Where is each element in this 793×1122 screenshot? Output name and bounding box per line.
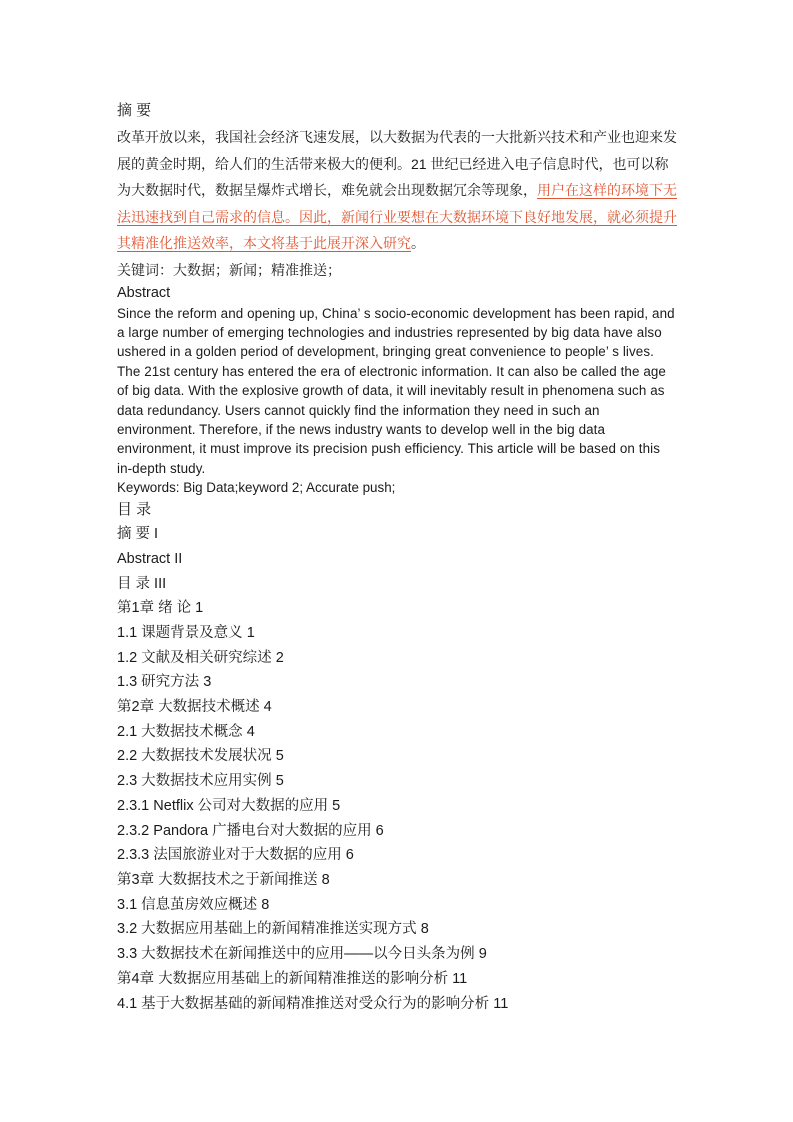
toc-entry: 2.3.3 法国旅游业对于大数据的应用 6 xyxy=(117,847,354,864)
keywords-en-line: Keywords: Big Data;keyword 2; Accurate push; xyxy=(117,480,396,496)
toc-entry: 2.3.2 Pandora 广播电台对大数据的应用 6 xyxy=(117,822,384,839)
keywords-zh-line: 关键词：大数据；新闻；精准推送； xyxy=(117,261,341,278)
toc-entry: 1.3 研究方法 3 xyxy=(117,674,212,691)
toc-entry: 2.2 大数据技术发展状况 5 xyxy=(117,748,284,765)
page-content xyxy=(117,97,678,1016)
abstract-zh-paragraph xyxy=(117,124,678,257)
abstract-en-heading: Abstract xyxy=(117,284,171,301)
toc-entry: 3.1 信息茧房效应概述 8 xyxy=(117,896,270,913)
toc-entry: 1.2 文献及相关研究综述 2 xyxy=(117,649,284,666)
toc-entry: 摘 要 I xyxy=(117,526,159,543)
toc-entry: 2.1 大数据技术概念 4 xyxy=(117,723,255,740)
toc-entry: 1.1 课题背景及意义 1 xyxy=(117,624,255,641)
toc-entry: 第1章 绪 论 1 xyxy=(117,600,204,617)
toc-list xyxy=(117,522,678,1016)
toc-entry: 第2章 大数据技术概述 4 xyxy=(117,699,272,716)
toc-entry: 第3章 大数据技术之于新闻推送 8 xyxy=(117,872,330,888)
toc-entry: 目 录 III xyxy=(117,575,167,592)
revision-red-text: 用户在这样的环境下无法迅速找到自己需求的信息。因此，新闻行业要想在大数据环境下良好地发展，就必须提升其精准化推送效率，本文将基于此展开深入研究 xyxy=(117,182,677,251)
toc-entry: 3.2 大数据应用基础上的新闻精准推送实现方式 8 xyxy=(117,921,429,938)
toc-entry: 2.3 大数据技术应用实例 5 xyxy=(117,773,284,790)
zh-text-segment: 。 xyxy=(411,235,425,251)
toc-entry: Abstract II xyxy=(117,550,183,567)
zh-text-segment: 改革开放以来，我国社会经济飞速发展，以大数据为代表的一大批新兴技术和产业也迎来发展的黄金时期，给人们的生活带来极大的便利。21 世纪已经进入电子信息时代，也可以称为大数据时代，数据呈爆炸式增长，难免就会出现数据冗余等现象， xyxy=(117,129,677,198)
abstract-zh-heading: 摘 要 xyxy=(117,102,152,119)
toc-heading: 目 录 xyxy=(117,501,152,519)
toc-entry: 4.1 基于大数据基础的新闻精准推送对受众行为的影响分析 11 xyxy=(117,995,509,1012)
toc-entry: 3.3 大数据技术在新闻推送中的应用——以今日头条为例 9 xyxy=(117,946,487,963)
toc-entry: 2.3.1 Netflix 公司对大数据的应用 5 xyxy=(117,797,341,814)
toc-entry: 第4章 大数据应用基础上的新闻精准推送的影响分析 11 xyxy=(117,970,468,987)
abstract-en-paragraph: Since the reform and opening up, China’ s socio-economic development has been rapid, and a large number of emerging technologies and industries represented by big data have also ushered in a golden period of development, bringing great convenience to people’ s lives. The 21st century has entered the era of electronic information. It can also be called the age of big data. With the explosive growth of data, it will inevitably result in phenomena such as data redundancy. Users cannot quickly find the information they need in such an environment. Therefore, if the news industry wants to develop well in the big data environment, it must improve its precision push efficiency. This article will be based on this in-depth study. xyxy=(117,305,675,476)
